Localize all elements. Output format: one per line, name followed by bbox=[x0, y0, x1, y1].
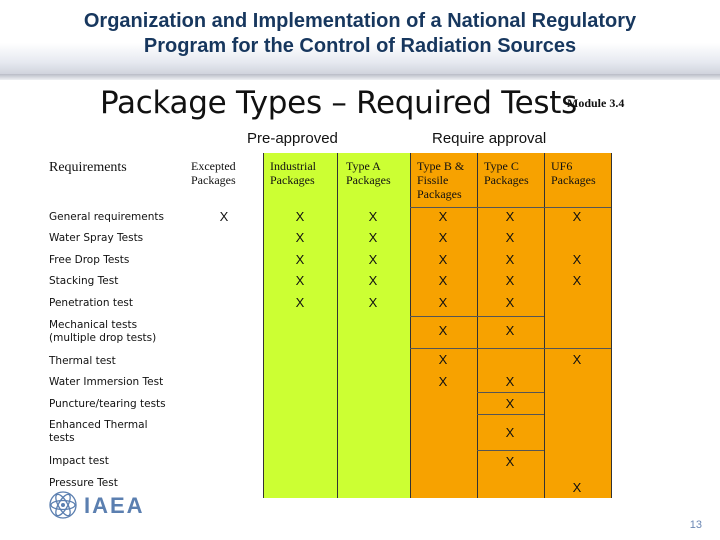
requirement-mark: X bbox=[438, 352, 448, 367]
column-header-line: Packages bbox=[270, 173, 315, 187]
requirement-mark: X bbox=[505, 374, 515, 389]
requirement-mark: X bbox=[438, 374, 448, 389]
requirements-header: Requirements bbox=[49, 160, 127, 175]
requirement-mark: X bbox=[295, 252, 305, 267]
header-divider bbox=[0, 74, 720, 80]
column-header-type-b bbox=[417, 159, 464, 201]
row-label-free-drop bbox=[49, 254, 189, 267]
requirement-mark: X bbox=[438, 295, 448, 310]
row-label-line: Pressure Test bbox=[49, 477, 118, 489]
header-title-line1: Organization and Implementation of a National Regulatory bbox=[83, 10, 637, 32]
column-header-line: Excepted bbox=[191, 159, 236, 173]
requirement-mark: X bbox=[572, 480, 582, 495]
row-label-water-spray bbox=[49, 232, 189, 245]
row-label-line: Enhanced Thermal bbox=[49, 419, 148, 431]
column-header-line: Packages bbox=[346, 173, 391, 187]
requirement-mark: X bbox=[438, 273, 448, 288]
row-label-line: Stacking Test bbox=[49, 275, 119, 287]
grid-line bbox=[410, 153, 411, 498]
row-label-line: Thermal test bbox=[49, 355, 116, 367]
column-header-line: Packages bbox=[191, 173, 236, 187]
row-label-line: tests bbox=[49, 432, 75, 444]
row-label-enhanced-thermal bbox=[49, 419, 189, 445]
row-label-general-requirements bbox=[49, 211, 189, 224]
row-label-water-immersion bbox=[49, 376, 189, 389]
row-label-puncture-tearing bbox=[49, 398, 189, 411]
column-header-line: UF6 bbox=[551, 159, 573, 173]
requirement-mark: X bbox=[572, 252, 582, 267]
module-tag: Module 3.4 bbox=[567, 96, 625, 110]
requirement-mark: X bbox=[572, 209, 582, 224]
column-header-type-a bbox=[346, 159, 391, 187]
requirement-mark: X bbox=[219, 209, 229, 224]
requirement-mark: X bbox=[438, 252, 448, 267]
requirement-mark: X bbox=[295, 230, 305, 245]
row-separator bbox=[410, 207, 611, 208]
requirement-mark: X bbox=[505, 209, 515, 224]
requirement-mark: X bbox=[368, 273, 378, 288]
column-fill-type-a bbox=[337, 153, 410, 498]
row-label-line: General requirements bbox=[49, 211, 164, 223]
grid-line bbox=[544, 153, 545, 498]
requirement-mark: X bbox=[438, 209, 448, 224]
requirement-mark: X bbox=[505, 295, 515, 310]
row-label-line: (multiple drop tests) bbox=[49, 332, 157, 344]
requirement-mark: X bbox=[368, 295, 378, 310]
column-fill-industrial bbox=[263, 153, 337, 498]
requirement-mark: X bbox=[368, 252, 378, 267]
column-header-line: Packages bbox=[484, 173, 529, 187]
group-label-preapproved: Pre-approved bbox=[247, 130, 338, 147]
column-fill-uf6 bbox=[544, 153, 611, 498]
row-label-line: Mechanical tests bbox=[49, 319, 138, 331]
row-separator bbox=[477, 450, 544, 451]
requirement-mark: X bbox=[505, 252, 515, 267]
header-title-line2: Program for the Control of Radiation Sources bbox=[143, 35, 577, 57]
requirement-mark: X bbox=[295, 295, 305, 310]
row-label-stacking bbox=[49, 275, 189, 288]
row-label-line: Puncture/tearing tests bbox=[49, 398, 166, 410]
column-header-type-c bbox=[484, 159, 529, 187]
requirement-mark: X bbox=[438, 230, 448, 245]
row-separator bbox=[410, 348, 611, 349]
requirement-mark: X bbox=[572, 352, 582, 367]
row-label-line: Impact test bbox=[49, 455, 109, 467]
requirement-mark: X bbox=[572, 273, 582, 288]
grid-line bbox=[337, 153, 338, 498]
row-label-line: Water Spray Tests bbox=[49, 232, 144, 244]
column-header-line: Type C bbox=[484, 159, 519, 173]
requirement-mark: X bbox=[505, 454, 515, 469]
column-header-line: Fissile bbox=[417, 173, 449, 187]
column-header-excepted bbox=[191, 159, 236, 187]
row-separator bbox=[410, 316, 544, 317]
grid-line bbox=[477, 153, 478, 498]
row-separator bbox=[477, 392, 544, 393]
row-label-mechanical bbox=[49, 319, 189, 345]
requirement-mark: X bbox=[295, 273, 305, 288]
requirement-mark: X bbox=[368, 209, 378, 224]
header-title bbox=[0, 9, 720, 59]
requirement-mark: X bbox=[295, 209, 305, 224]
column-header-industrial bbox=[270, 159, 316, 187]
column-header-uf6 bbox=[551, 159, 596, 187]
column-header-line: Industrial bbox=[270, 159, 316, 173]
requirement-mark: X bbox=[505, 230, 515, 245]
group-label-require-approval: Require approval bbox=[432, 130, 547, 147]
requirement-mark: X bbox=[368, 230, 378, 245]
iaea-logo-text: IAEA bbox=[84, 493, 145, 518]
slide-title: Package Types – Required Tests bbox=[100, 85, 577, 121]
column-header-line: Packages bbox=[417, 187, 462, 201]
requirement-mark: X bbox=[505, 273, 515, 288]
column-header-line: Type B & bbox=[417, 159, 465, 173]
requirement-mark: X bbox=[505, 425, 515, 440]
grid-line bbox=[263, 153, 264, 498]
row-label-penetration bbox=[49, 297, 189, 310]
row-label-thermal bbox=[49, 355, 189, 368]
grid-line bbox=[611, 153, 612, 498]
column-header-line: Type A bbox=[346, 159, 381, 173]
row-label-line: Water Immersion Test bbox=[49, 376, 164, 388]
requirement-mark: X bbox=[505, 396, 515, 411]
row-label-impact bbox=[49, 455, 189, 468]
requirement-mark: X bbox=[438, 323, 448, 338]
row-label-line: Free Drop Tests bbox=[49, 254, 130, 266]
row-label-line: Penetration test bbox=[49, 297, 134, 309]
page-number: 13 bbox=[689, 519, 702, 531]
row-separator bbox=[477, 414, 544, 415]
requirement-mark: X bbox=[505, 323, 515, 338]
column-header-line: Packages bbox=[551, 173, 596, 187]
